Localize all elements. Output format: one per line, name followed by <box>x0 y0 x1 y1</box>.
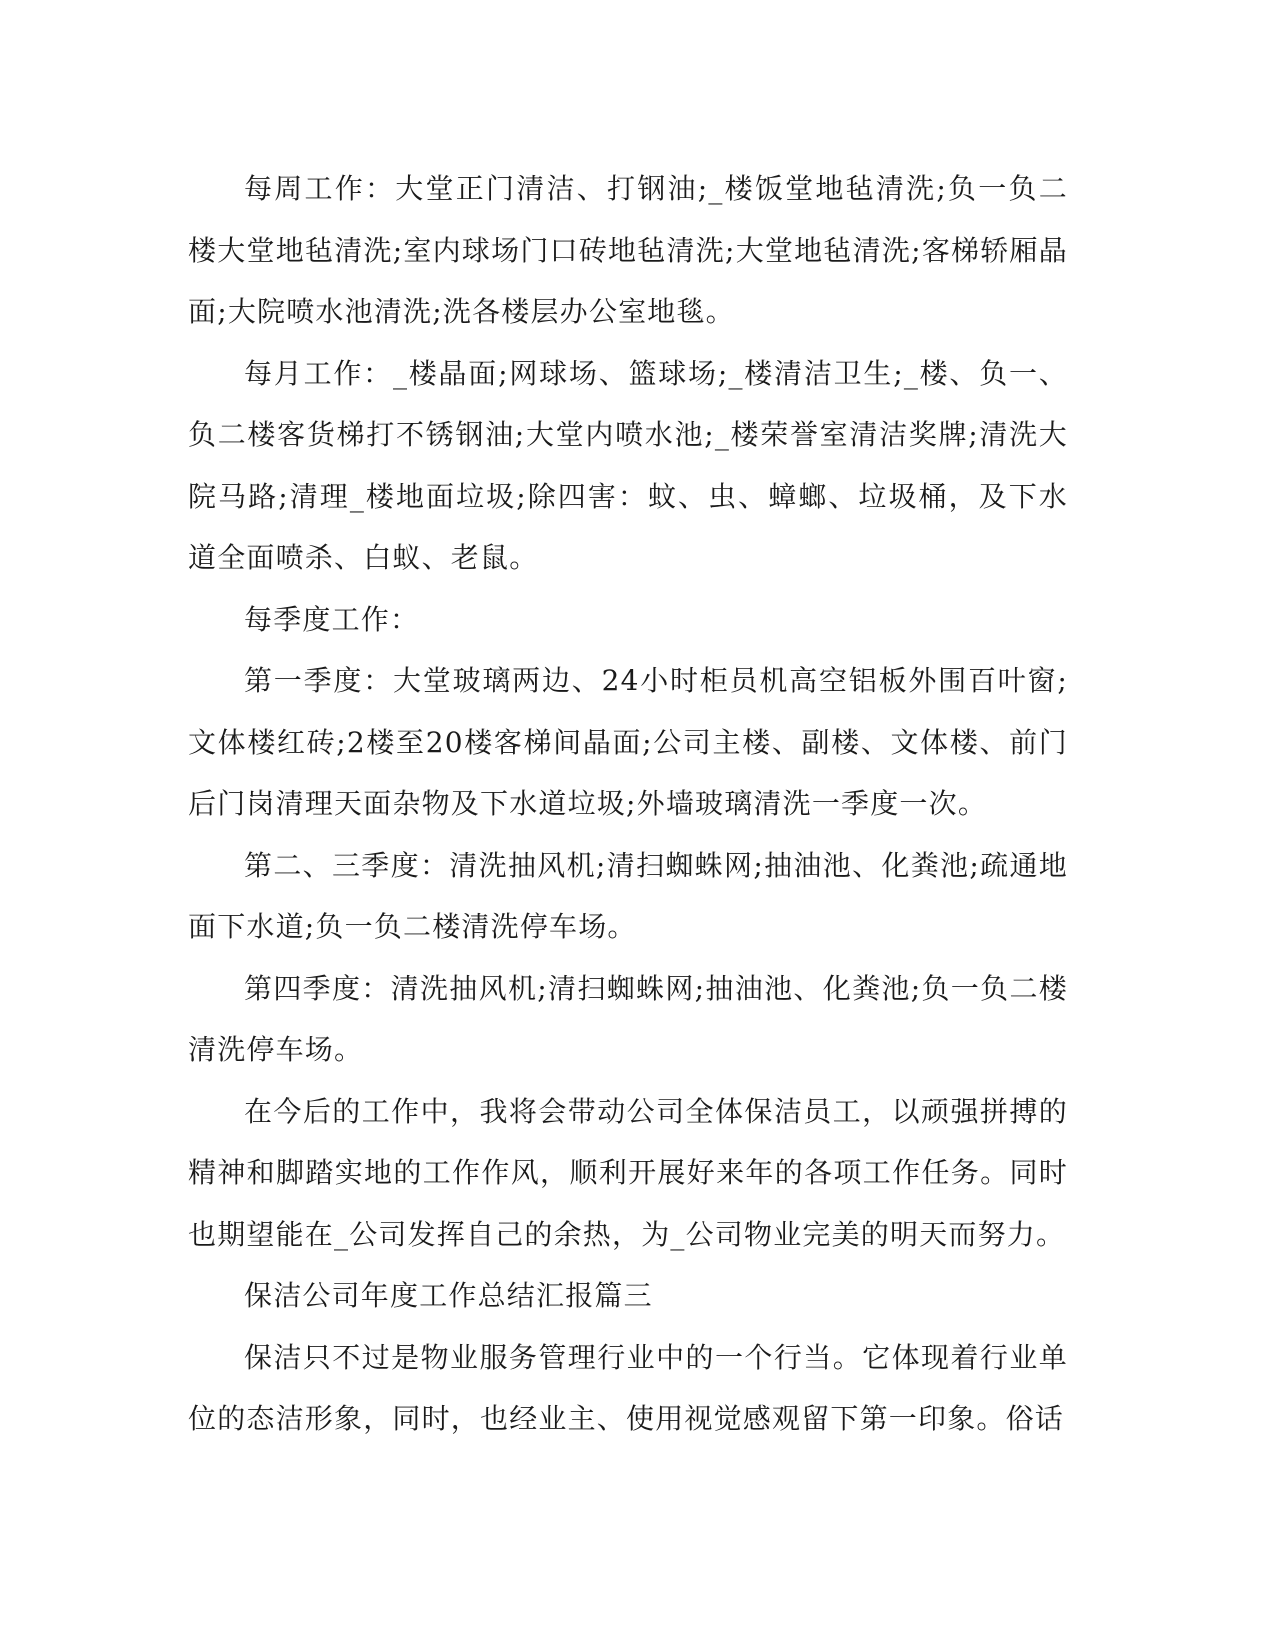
document-body <box>188 158 1068 1450</box>
paragraph-weekly-work: 每周工作：大堂正门清洁、打钢油;_楼饭堂地毡清洗;负一负二楼大堂地毡清洗;室内球场门口砖地毡清洗;大堂地毡清洗;客梯轿厢晶面;大院喷水池清洗;洗各楼层办公室地毯。 <box>188 172 1068 328</box>
paragraph-first-quarter: 第一季度：大堂玻璃两边、24小时柜员机高空铝板外围百叶窗;文体楼红砖;2楼至20楼客梯间晶面;公司主楼、副楼、文体楼、前门后门岗清理天面杂物及下水道垃圾;外墙玻璃清洗一季度一次。 <box>188 664 1068 820</box>
paragraph-future-work: 在今后的工作中，我将会带动公司全体保洁员工，以顽强拼搏的精神和脚踏实地的工作作风，顺利开展好来年的各项工作任务。同时也期望能在_公司发挥自己的余热，为_公司物业完美的明天而努力。 <box>188 1094 1068 1251</box>
paragraph-monthly-work: 每月工作：_楼晶面;网球场、篮球场;_楼清洁卫生;_楼、负一、负二楼客货梯打不锈钢油;大堂内喷水池;_楼荣誉室清洁奖牌;清洗大院马路;清理_楼地面垃圾;除四害：蚊、虫、蟑螂、垃圾桶，及下水道全面喷杀、白蚁、老鼠。 <box>188 356 1068 574</box>
paragraph-second-third-quarter: 第二、三季度：清洗抽风机;清扫蜘蛛网;抽油池、化粪池;疏通地面下水道;负一负二楼清洗停车场。 <box>188 848 1068 943</box>
paragraph-fourth-quarter: 第四季度：清洗抽风机;清扫蜘蛛网;抽油池、化粪池;负一负二楼清洗停车场。 <box>188 971 1068 1066</box>
section-title: 保洁公司年度工作总结汇报篇三 <box>244 1279 653 1312</box>
paragraph-intro: 保洁只不过是物业服务管理行业中的一个行当。它体现着行业单位的态洁形象，同时，也经业主、使用视觉感观留下第一印象。俗话 <box>188 1340 1068 1435</box>
paragraph-quarterly-work-heading: 每季度工作： <box>244 602 420 636</box>
